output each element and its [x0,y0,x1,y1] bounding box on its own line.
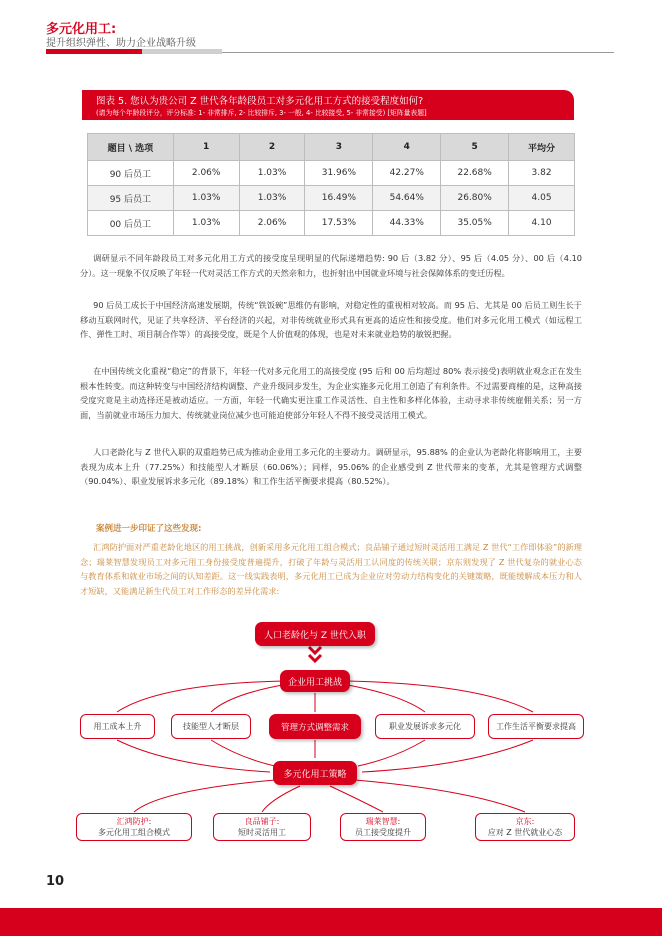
diagram-case [340,813,426,841]
connector-line [330,786,383,812]
table-cell: 3.82 [509,161,575,186]
case-heading: 案例进一步印证了这些发现: [96,524,202,534]
header-subtitle: 提升组织弹性、助力企业战略升级 [46,38,196,49]
body-paragraph-3: 在中国传统文化重视“稳定”的背景下，年轻一代对多元化用工的高接受度 (95 后和 00 后均超过 80% 表示接受)表明就业观念正在发生根本性转变。而这种转变与中国经济结构调整、产业升级同步发生，为企业实施多元化用工创造了有利条件。不过需要商榷的是，这种高接受度究竟是主动选择还是被动适应。一方面，年轻一代确实更注重工作灵活性、自主性和多样化体验，主动寻求非传统雇佣关系；另一方面，当前就业市场压力加大、传统就业岗位减少也可能迫使部分年轻人不得不接受灵活用工模式。 [80,366,582,420]
connector-line [355,780,525,812]
table-cell: 4.05 [509,186,575,211]
table-cell: 54.64% [373,186,441,211]
diagram-case [475,813,575,841]
figure-title: 图表 5. 您认为贵公司 Z 世代各年龄段员工对多元化用工方式的接受程度如何? [96,96,424,107]
diagram-factor: 用工成本上升 [80,714,155,739]
case-desc: 员工接受度提升 [355,828,411,837]
connector-line [211,684,288,712]
case-company: 瑞莱智慧: [365,817,401,826]
table-cell: 35.05% [441,211,509,236]
connector-line [117,681,283,712]
table-cell: 22.68% [441,161,509,186]
diagram-node-challenge: 企业用工挑战 [280,670,350,692]
case-desc: 应对 Z 世代就业心态 [487,828,563,837]
table-cell: 1.03% [173,186,239,211]
table-cell: 00 后员工 [88,211,174,236]
case-desc: 短时灵活用工 [238,828,286,837]
table-header-cell: 3 [305,134,373,161]
table-cell: 2.06% [239,211,305,236]
table-header-cell: 题目 \ 选项 [88,134,174,161]
table-header-cell: 2 [239,134,305,161]
table-header-cell: 5 [441,134,509,161]
table-cell: 1.03% [173,211,239,236]
table-cell: 16.49% [305,186,373,211]
connector-line [117,740,270,772]
table-header-cell: 平均分 [509,134,575,161]
connector-line [134,780,275,812]
case-company: 良品铺子: [244,817,280,826]
arrow-down-icon [309,655,321,661]
page-number: 10 [46,874,65,889]
body-paragraph-1: 调研显示不同年龄段员工对多元化用工方式的接受度呈现明显的代际递增趋势: 90 后（3.82 分）、95 后（4.05 分）、00 后（4.10 分）。这一现象不仅反映了年轻一代对灵活工作方式的天然亲和力，也折射出中国就业环境与社会保障体系的变迁历程。 [80,253,582,278]
table-cell: 17.53% [305,211,373,236]
footer-bar [0,908,662,936]
table-cell: 2.06% [173,161,239,186]
case-paragraph: 汇鸿防护面对严重老龄化地区的用工挑战，创新采用多元化用工组合模式；良品铺子通过短时灵活用工满足 Z 世代“工作即体验”的新理念；瑞莱智慧发现员工对多元用工身份接受度普遍提升，打破了年龄与灵活用工认同度的传统关联；京东则发现了 Z 世代复杂的就业心态与教育体系和就业市场之间的认知差距。这一线实践表明，多元化用工已成为企业应对劳动力结构变化的关键策略，既能缓解成本压力和人才短缺，又能满足新生代员工对工作形态的差异化需求: [80,542,582,596]
connector-line [211,740,275,766]
table-cell: 95 后员工 [88,186,174,211]
table-header-cell: 4 [373,134,441,161]
table-cell: 44.33% [373,211,441,236]
case-company: 京东: [515,817,535,826]
body-paragraph-2: 90 后员工成长于中国经济高速发展期，传统“铁饭碗”思维仍有影响，对稳定性的重视相对较高。而 95 后、尤其是 00 后员工则生长于移动互联网时代，见证了共享经济、平台经济的兴起，对非传统就业形式具有更高的适应性和接受度。他们对多元化用工模式（如远程工作、弹性工时、项目制合作等）的高接受度，既是个人价值观的体现，也是对未来就业趋势的敏锐把握。 [80,300,582,339]
diagram-node-strategy: 多元化用工策略 [273,761,357,785]
connector-line [358,740,425,766]
figure-note: (请为每个年龄段评分，评分标准: 1- 非常排斥, 2- 比较排斥, 3- 一般, 4- 比较接受, 5- 非常接受) [矩阵量表题] [96,109,427,117]
header-title: 多元化用工: [46,22,117,37]
diagram-node-top: 人口老龄化与 Z 世代入职 [255,622,375,646]
table-cell: 4.10 [509,211,575,236]
arrow-down-icon [309,647,321,653]
connector-line [342,684,425,712]
table-cell: 31.96% [305,161,373,186]
table-header-cell: 1 [173,134,239,161]
connector-line [362,740,533,772]
connector-line [262,786,300,812]
table-cell: 1.03% [239,161,305,186]
connector-line [347,681,533,712]
diagram-factor: 职业发展诉求多元化 [375,714,475,739]
table-cell: 26.80% [441,186,509,211]
table-cell: 1.03% [239,186,305,211]
table-cell: 42.27% [373,161,441,186]
diagram-factor: 工作生活平衡要求提高 [488,714,584,739]
diagram-case [76,813,192,841]
diagram-factor-highlight: 管理方式调整需求 [269,714,361,739]
case-company: 汇鸿防护: [116,817,152,826]
case-desc: 多元化用工组合模式 [98,828,170,837]
table-cell: 90 后员工 [88,161,174,186]
diagram-case [213,813,311,841]
diagram-factor: 技能型人才断层 [171,714,251,739]
body-paragraph-4: 人口老龄化与 Z 世代入职的双重趋势已成为推动企业用工多元化的主要动力。调研显示，95.88% 的企业认为老龄化将影响用工，主要表现为成本上升（77.25%）和技能型人才断层（60.06%）；同样，95.06% 的企业感受到 Z 世代带来的变革，尤其是管理方式调整（90.04%）、职业发展诉求多元化（89.18%）和工作生活平衡要求提高（80.52%）。 [80,447,582,486]
